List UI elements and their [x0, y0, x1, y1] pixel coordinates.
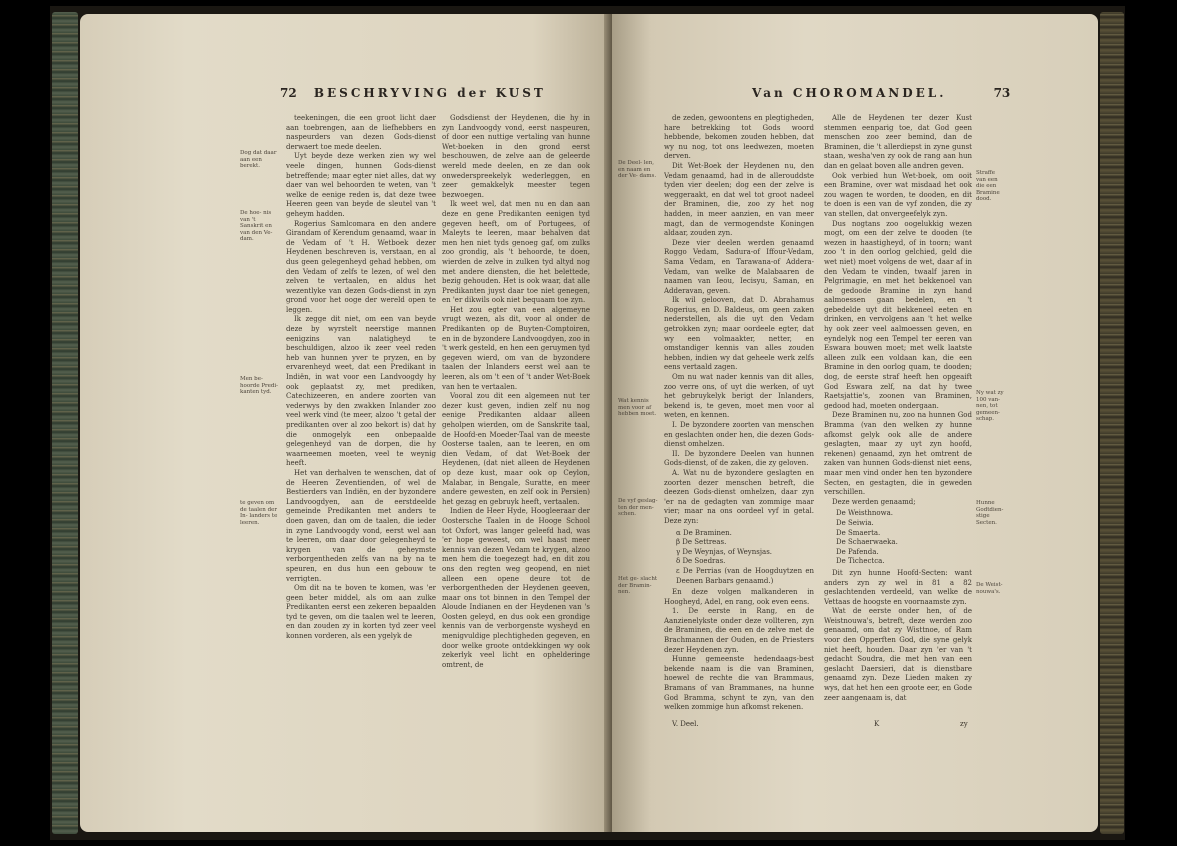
- left-page-title: BESCHRYVING der KUST: [313, 86, 546, 100]
- sect-list: [836, 509, 972, 567]
- book-edge-left: [52, 12, 78, 834]
- list-item: De Seiwia.: [836, 518, 874, 527]
- paragraph: Om dit na te boven te komen, was 'er geen beter middel, als om aan zulke Predikanten eerst een zekeren bepaalden tyd te geven, om die taalen wel te leeren, en dan zouden zy in korten tyd zeer veel konnen vorderen, als een ygelyk de: [286, 584, 436, 641]
- paragraph: En deze volgen malkanderen in Hoogheyd, Adel, en rang, ook even eens.: [664, 588, 814, 606]
- paragraph: Deze werden genaamd;: [832, 497, 916, 506]
- paragraph: Ik wil gelooven, dat D. Abrahamus Rogerius, en D. Baldeus, om geen zaken nederstellen, als die uyt den Vedam getrokken zyn; maar oordeele egter, dat wy een volmaakter, netter, en omstandiger kennis van alles zouden hebben, indien wy dat geheele werk zelfs eens vertaald zagen.: [664, 296, 814, 372]
- list-item: δ De Soedras.: [676, 557, 726, 566]
- margin-note: De vyf geslag- ten der men- schen.: [618, 498, 658, 517]
- paragraph: I. De byzondere zoorten van menschen en geslachten onder hen, die dezen Gods-dienst omhelzen.: [664, 421, 814, 449]
- paragraph: Vooral zou dit een algemeen nut ter dezer kust geven, indien zelf nu nog eenige Predikanten aldaar alleen geholpen wierden, om de Sanskrite taal, de Hoofd-en Moeder-Taal van de meeste Oosterse taalen, aan te leeren, en om dien Vedam, of dat Wet-Boek der Heydenen, (dat niet alleen de Heydenen op deze kust, maar ook op Ceylon, Malabar, in Bengale, Suratte, en meer andere gewesten, en zelf ook in Persien) het gezag en gebruyk heeft, vertaalen.: [442, 392, 590, 506]
- paragraph: teekeningen, die een groot licht daer aan toebrengen, aan de liefhebbers en naspeurders van dezen Gods-dienst derwaert toe mede deelen.: [286, 114, 436, 151]
- list-item: γ De Weynjas, of Weynsjas.: [676, 547, 773, 556]
- paragraph: Deze vier deelen werden genaamd Roggo Vedam, Sadura-of Iffour-Vedam, Sama Vedam, en Tarawana-of Addera-Vedam, van welke de Malabaaren de naamen van Ieou, Iecisyu, Saman, en Adderavan, geven.: [664, 238, 814, 295]
- margin-note: Ny wat zy 100 van- nen, tot gemeen- schap.: [976, 390, 1004, 422]
- paragraph: Ik zegge dit niet, om een van beyde deze by wyrstelt neerstige mannen eenigzins van nalatigheyd te beschuldigen, alzoo ik zeer veel reden heb van hunnen yver te pryzen, en by ervarenheyd weet, dat een Predikant in Indiën, in wat voor een Landvoogdy hy ook geplaatst zy, met prediken, Catechizeeren, en andere zoorten van vederwys by den zwakken Inlander zoo veel werk vind (te meer, alzoo 't getal der predikanten over al zoo bekort is) dat hy die onmogelyk een onbepaalde gelegenheyd van de dorpen, die hy waarneemen moeten, veel te weynig heeft.: [286, 315, 436, 468]
- list-item: De Smaerta.: [836, 528, 881, 537]
- list-item: De Tichectca.: [836, 557, 885, 566]
- paragraph: Dit zyn hunne Hoofd-Secten: want anders zyn zy wel in 81 a 82 geslachtenden verdeeld, van welke de Vettaas de hoogste en voornaamste zyn.: [824, 568, 972, 606]
- margin-note: Men be- hoorde Predi- kanten tyd.: [240, 376, 279, 395]
- right-page-title: Van CHOROMANDEL.: [752, 86, 947, 100]
- paragraph: Dit Wet-Boek der Heydenen nu, den Vedam genaamd, had in de allerouddste tyden vier deelen; dog een der zelve is weggeraakt, en dat wel tot groot nadeel der Braminen, die, zoo zy het nog hadden, in meer aanzien, en van meer magt, dan de vermogendste Koningen aldaar, zouden zyn.: [664, 161, 814, 238]
- margin-note: De Weist- nouwa's.: [976, 582, 1003, 595]
- signature-mark: K: [874, 720, 880, 728]
- margin-note: te geven om de taalen der In- landers te leeren.: [240, 500, 278, 526]
- paragraph: Het zou egter van een algemeyne vrugt wezen, als dit, voor al onder de Predikanten op de Buyten-Comptoiren, en in de byzondere Landvoogdyen, zoo in 't werk gesteld, en hen een geruymen tyd gegeven wierd, om van de byzondere taalen der Inlanders eerst wel aan te leeren, als om 't een of 't ander Wet-Boek van hen te vertaalen.: [442, 305, 590, 391]
- paragraph: Wat de eerste onder hen, of de Weistnouwa's, betreft, deze werden zoo genaamd, om dat zy Wisttnoe, of Ram voor den Opperften God, die syne gelyk niet heeft, houden. Daar zyn 'er van 't gedacht Soudra, die met hen van een geslacht Daersieri, dat is dienstbare genaamd zyn. Deze Lieden maken zy wys, dat het hen een groote eer, en Gode zeer aangenaam is, dat: [824, 607, 972, 702]
- paragraph: Het van derhalven te wenschen, dat of de Heeren Zeventienden, of wel de Bestierders van Indiën, en der byzondere Landvoogdyen, aan de eerstdeelde gemeinde Predikanten met anders te doen gaven, dan om de taalen, die ieder in zyne Landvoogdy vond, eerst wel aan te leeren, om daar door gelegenheyd te krygen van de geheymste verborgentheden zelfs van na by na te speuren, en dus hun een gebouw te verrigten.: [286, 468, 436, 583]
- right-column-2: [824, 114, 972, 714]
- left-column-1: [286, 114, 436, 710]
- paragraph: Om nu wat nader kennis van dit alles, zoo verre ons, of uyt die werken, of uyt het gebruykelyk berigt der Inlanders, bekend is, te geven, moet men voor al weten, en kennen.: [664, 373, 814, 420]
- right-page-header: [752, 86, 1010, 100]
- paragraph: Ook verbied hun Wet-boek, om ooit een Bramine, over wat misdaad het ook zou wagen te worden, te dooden, en dit te doen is een van de vyf zonden, die zy van stellen, dat onvergeefelyk zyn.: [824, 171, 972, 218]
- paragraph: de zeden, gewoontens en plegtigheden, hare betrekking tot Gods woord hebbende, bekomen zouden hebben, dat wy nu nog, tot ons leedwezen, moeten derven.: [664, 114, 814, 161]
- paragraph: 1. De eerste in Rang, en de Aanzienelykste onder deze vollteren, zyn de Braminen, die een en de zelve met de Brachmannen der Ouden, en de Priesters dezer Heydenen zyn.: [664, 607, 814, 654]
- list-item: De Weisthnowa.: [836, 509, 894, 518]
- paragraph: Godsdienst der Heydenen, die hy in zyn Landvoogdy vond, eerst naspeuren, of door een nuttige vertaling van hunne Wet-boeken in den grond eerst beschouwen, de zelve aan de geleerde wereld mede deelen, en ze dan ook onwederspreekelyk wederleggen, en zeer gemakkelyk meester tegen bezwoegen.: [442, 114, 590, 199]
- left-page-header: [280, 86, 546, 100]
- catchword: zy: [960, 720, 968, 728]
- margin-note: De Deel- len, en naam en der Ve- dams.: [618, 160, 657, 179]
- margin-note: Straffe van een die een Bramine dood.: [976, 170, 1000, 202]
- list-item: De Schaerwaeka.: [836, 538, 898, 547]
- margin-note: Wat kennis men voor af hebben moet.: [618, 398, 657, 417]
- margin-note: De hoe- nis van 't Sanskrit en van den Ve- dam.: [240, 210, 273, 242]
- list-item: β De Settreas.: [676, 538, 727, 547]
- paragraph: Ik weet wel, dat men nu en dan aan deze en gene Predikanten eenigen tyd gegeven heeft, om of Portugees, of Maleyts te leeren, maar behalven dat men hen niet tyds genoeg gaf, om zulks zoo grondig, als 't behoorde, te doen, wierden de zelve in zulken tyd altyd nog met andere diensten, die het belettede, bezig gehouden. Het is ook waar, dat alle Predikanten juyst daar toe niet genegen, en 'er dikwils ook niet bequaam toe zyn.: [442, 200, 590, 305]
- margin-note: Het ge- slacht der Bramin- nen.: [618, 576, 658, 595]
- paragraph: II. De byzondere Deelen van hunnen Gods-dienst, of de zaken, die zy geloven.: [664, 449, 814, 468]
- margin-note: Dog dat daar aan een berekt.: [240, 150, 277, 169]
- right-page: [612, 14, 1098, 832]
- margin-note: Hunne Godtdien- stige Secten.: [976, 500, 1004, 526]
- paragraph: Deze Braminen nu, zoo na hunnen God Bramma (van den welken zy hunne afkomst gelyk ook alle de andere geslagten, maar zy uyt zyn hoofd, rekenen) genaamd, zyn het omtrent de zaken van hunnen Gods-dienst niet eens, maar men vind onder hen ten byzondere Secten, en gestagten, die in geweden verschillen.: [824, 411, 972, 497]
- paragraph: A. Wat nu de byzondere geslagten en zoorten dezer menschen betreft, die deezen Gods-dienst omhelzen, daar zyn 'er na de gedagten van zommige maar vier; maar na ons oordeel vyf in getal. Deze zyn:: [664, 468, 814, 525]
- paragraph: Dus nogtans zoo oogelukkig wezen mogt, om een der zelve te dooden (te wezen in haastigheyd, of in toorn; want zoo 't in den oorlog gelchied, geld die wet niet) moet volgens de wet, daar af in den Vedam te vinden, twaalf jaren in Pelgrimagie, en met het bekkenoel van de gedoode Bramine in zyn hand aalmoessen gaan bedelen, en 't gebedelde uyt dit bekkeneel eeten en drinken, en vervolgens aan 't het welke hy ook zeer veel aalmoessen geven, en eyndelyk nog een Tempel ter eeren van Eswara bouwen moet; met welk laatste alleen zulk een voldaan kan, die een Bramine in den oorlog quam, te dooden; dog, de eerste straf heeft hen opgeaift God Eswara zelf, na dat hy twee Raetsjattie's, zoonen van Braminen, gedood had, moeten ondergaan.: [824, 219, 972, 410]
- list-item: ε De Perrias (van de Hoogduytzen en Deenen Barbars genaamd.): [676, 566, 814, 585]
- left-page: [80, 14, 612, 832]
- list-item: α De Braminen.: [676, 528, 732, 537]
- paragraph: Uyt beyde deze werken zien wy wel veele dingen, hunnen Gods-dienst betreffende; maar egter niet alles, dat wy daer van wel behoorden te weten, van 't welke de eenige reden is, dat deze twee Heeren geen van beyde de sleutel van 't geheym hadden.: [286, 152, 436, 218]
- right-column-1: [664, 114, 814, 714]
- paragraph: Alle de Heydenen ter dezer Kust stemmen eenparig toe, dat God geen menschen zoo zeer bemind, dan de Braminen, die 't allerdiepst in zyne gunst staan, wesha'ven zy ook de rang aan hun dan en gelaat boven alle andren geven.: [824, 114, 972, 170]
- paragraph: Hunne gemeenste hedendaags-best bekende naam is die van Braminen, hoewel de rechte die van Brammaus, Bramans of van Brammanes, na hunne God Bramma, schynt te zyn, van den welken zommige hun afkomst rekenen.: [664, 655, 814, 712]
- right-page-number: 73: [993, 86, 1011, 100]
- list-item: De Pafenda.: [836, 547, 879, 556]
- left-page-number: 72: [280, 86, 297, 100]
- caste-list: [676, 529, 814, 587]
- left-column-2: [442, 114, 590, 710]
- paragraph: Indien de Heer Hyde, Hoogleeraar der Oostersche Taalen in de Hooge School tot Oxfort, was langer geleefd had, was 'er hope geweest, om wel haast meer kennis van dezen Vedam te krygen, alzoo men hem die toegezegt had, en dit zou ons den regten weg geopend, en niet alleen een opene deure tot de verborgentheden der Heydenen geeven, maar ons tot binnen in den Tempel der Aloude Indianen en der Heydenen van 's Oosten geleyd, en dus ook een grondige kennis van de verborgenste wysheyd en menigvuldige plechtigheden gegeven, en door welke groote ontdekkingen wy ook zekerlyk veel licht en ophelderinge omtrent, de: [442, 507, 590, 669]
- volume-signature: V. Deel.: [672, 720, 699, 728]
- book-edge-right: [1100, 12, 1124, 834]
- paragraph: Rogerius Samlcomara en den andere Girandam of Kerendum genaamd, waar in de Vedam of 't H. Wetboek dezer Heydenen beschreven is, verstaan, en al dus geen gelegenheyd gehad hebben, om den Vedam of zelfs te lezen, of wel den zelven te vertaalen, en aldus het wezentlyke van dezen Gods-dienst in zyn grond voor het ooge der wereld open te leggen.: [286, 219, 436, 314]
